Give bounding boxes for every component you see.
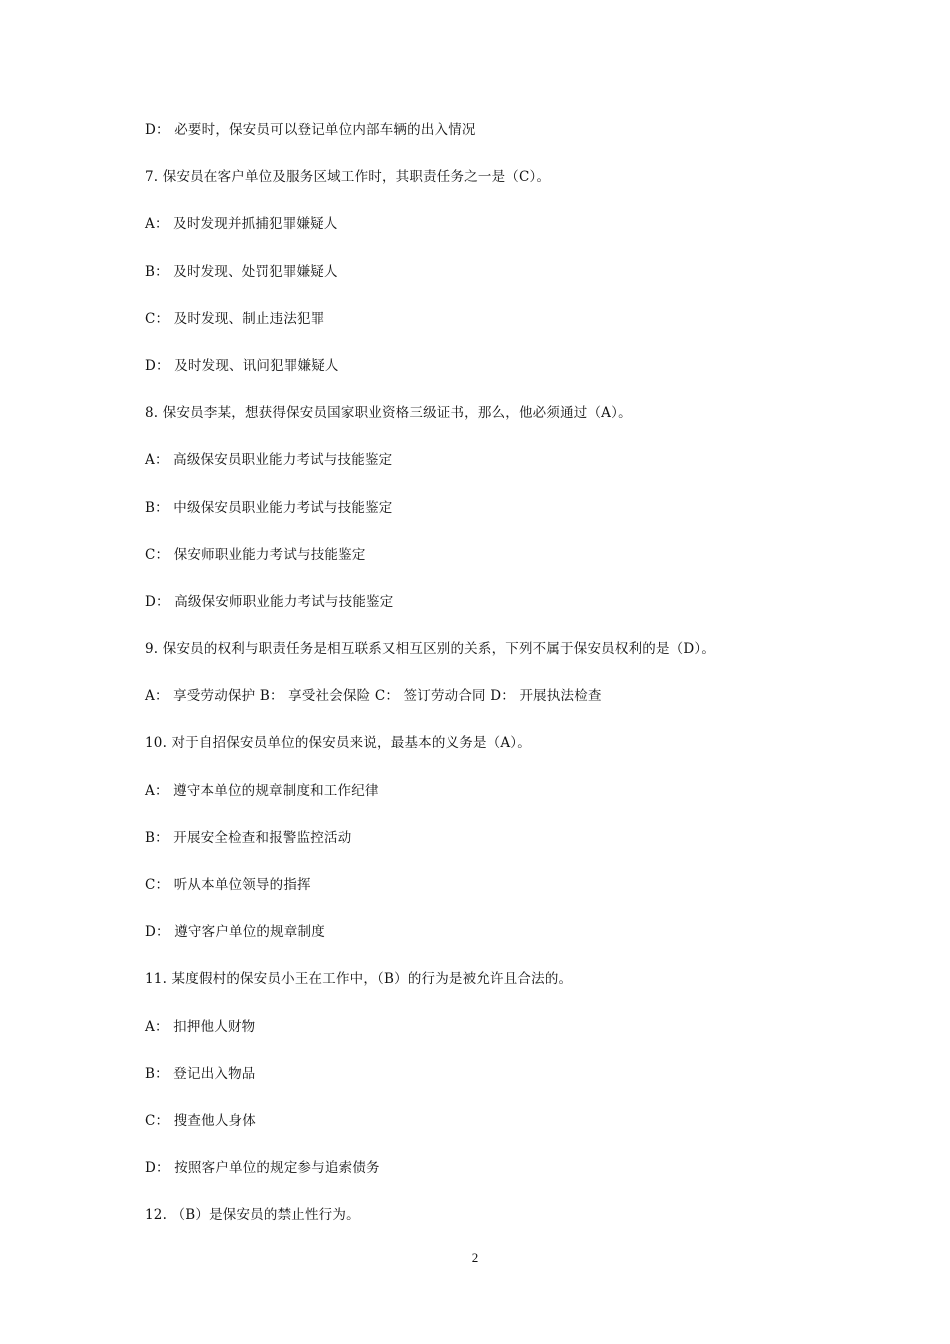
option-line: C： 保安师职业能力考试与技能鉴定: [145, 546, 366, 563]
option-line: A： 遵守本单位的规章制度和工作纪律: [145, 782, 379, 799]
question-list: [145, 120, 865, 1253]
option-line: D： 遵守客户单位的规章制度: [145, 924, 325, 941]
option-line: A： 扣押他人财物: [145, 1018, 256, 1035]
option-line: D： 按照客户单位的规定参与追索债务: [145, 1160, 380, 1177]
option-line: C： 搜查他人身体: [145, 1112, 256, 1129]
option-line: A： 享受劳动保护 B： 享受社会保险 C： 签订劳动合同 D： 开展执法检查: [145, 688, 602, 705]
option-line: A： 高级保安员职业能力考试与技能鉴定: [145, 452, 393, 469]
option-line: A： 及时发现并抓捕犯罪嫌疑人: [145, 216, 338, 233]
option-line: C： 及时发现、制止违法犯罪: [145, 310, 325, 327]
question-12: 12. （B）是保安员的禁止性行为。: [145, 1207, 360, 1224]
option-line: B： 中级保安员职业能力考试与技能鉴定: [145, 499, 393, 516]
option-line: B： 及时发现、处罚犯罪嫌疑人: [145, 263, 338, 280]
option-line: B： 登记出入物品: [145, 1065, 256, 1082]
question-10: 10. 对于自招保安员单位的保安员来说，最基本的义务是（A）。: [145, 735, 531, 752]
option-line: B： 开展安全检查和报警监控活动: [145, 829, 352, 846]
option-line: C： 听从本单位领导的指挥: [145, 877, 311, 893]
option-line: D： 高级保安师职业能力考试与技能鉴定: [145, 593, 394, 610]
question-9: 9. 保安员的权利与职责任务是相互联系又相互区别的关系，下列不属于保安员权利的是（D）。: [145, 641, 716, 658]
page-number: 2: [471, 1250, 479, 1265]
option-line: D： 及时发现、讯问犯罪嫌疑人: [145, 357, 339, 374]
question-8: 8. 保安员李某，想获得保安员国家职业资格三级证书，那么，他必须通过（A）。: [145, 405, 632, 422]
text-line: D： 必要时，保安员可以登记单位内部车辆的出入情况: [145, 122, 476, 138]
question-11: 11. 某度假村的保安员小王在工作中，（B）的行为是被允许且合法的。: [145, 971, 573, 988]
question-7: 7. 保安员在客户单位及服务区域工作时，其职责任务之一是（C）。: [145, 169, 551, 186]
